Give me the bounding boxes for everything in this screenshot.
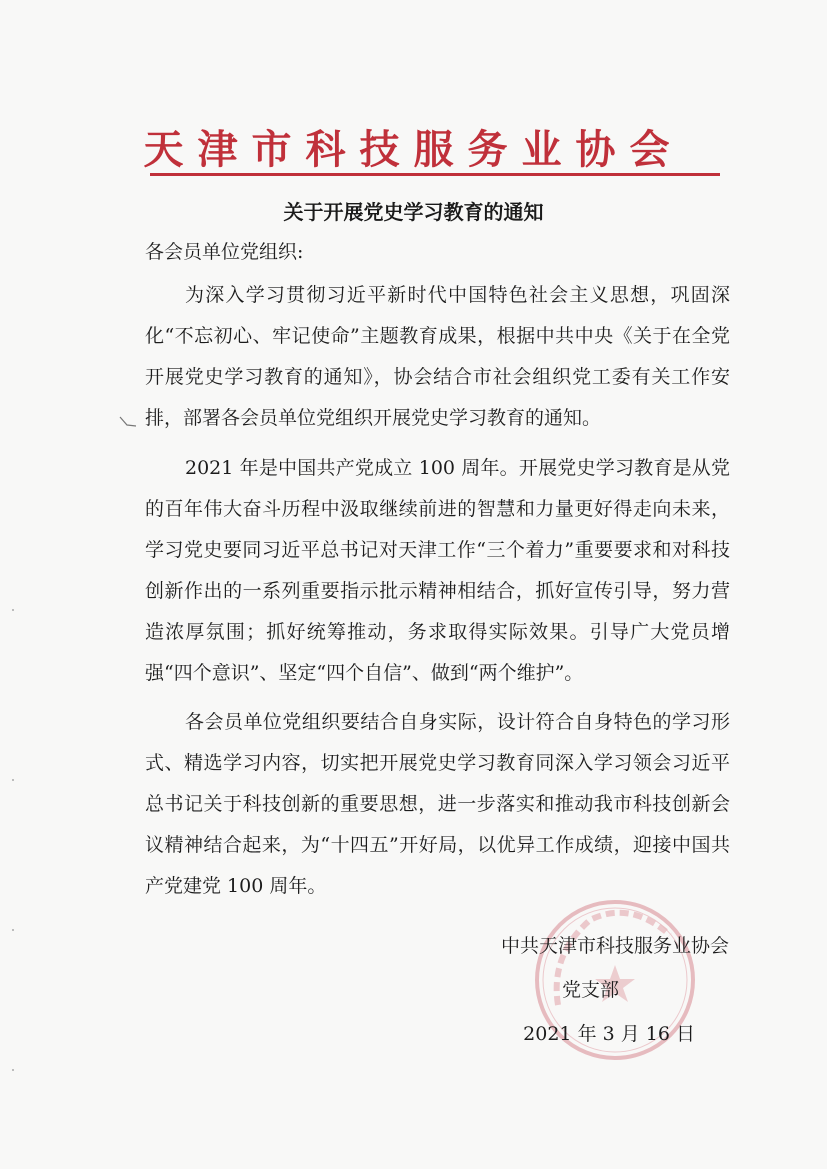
signature-date: 2021 年 3 月 16 日 (523, 1023, 695, 1045)
signature-branch: 党支部 (561, 979, 619, 1001)
paragraph-3: 各会员单位党组织要结合自身实际，设计符合自身特色的学习形式、精选学习内容，切实把开展党史学习教育同深入学习领会习近平总书记关于科技创新的重要思想，进一步落实和推动我市科技创新会议精神结合起来，为“十四五”开好局，以优异工作成绩，迎接中国共产党建党 100 周年。 (145, 711, 730, 897)
header-red-rule (150, 173, 720, 176)
salutation: 各会员单位党组织: (145, 241, 304, 263)
paragraph-2: 2021 年是中国共产党成立 100 周年。开展党史学习教育是从党的百年伟大奋斗历程中汲取继续前进的智慧和力量更好得走向未来，学习党史要同习近平总书记对天津工作“三个着力”重要要求和对科技创新作出的一系列重要指示批示精神相结合，抓好宣传引导，努力营造浓厚氛围；抓好统筹推动，务求取得实际效果。引导广大党员增强“四个意识”、坚定“四个自信”、做到“两个维护”。 (145, 457, 730, 684)
paragraph-1: 为深入学习贯彻习近平新时代中国特色社会主义思想，巩固深化“不忘初心、牢记使命”主题教育成果，根据中共中央《关于在全党开展党史学习教育的通知》，协会结合市社会组织党工委有关工作安排，部署各会员单位党组织开展党史学习教育的通知。 (145, 284, 730, 429)
header-organization-name: 天津市科技服务业协会 (143, 127, 684, 173)
margin-tick-mark (118, 414, 138, 428)
document-title: 关于开展党史学习教育的通知 (283, 200, 544, 224)
scan-edge-marks (10, 600, 16, 1120)
signature-issuer: 中共天津市科技服务业协会 (500, 935, 729, 957)
